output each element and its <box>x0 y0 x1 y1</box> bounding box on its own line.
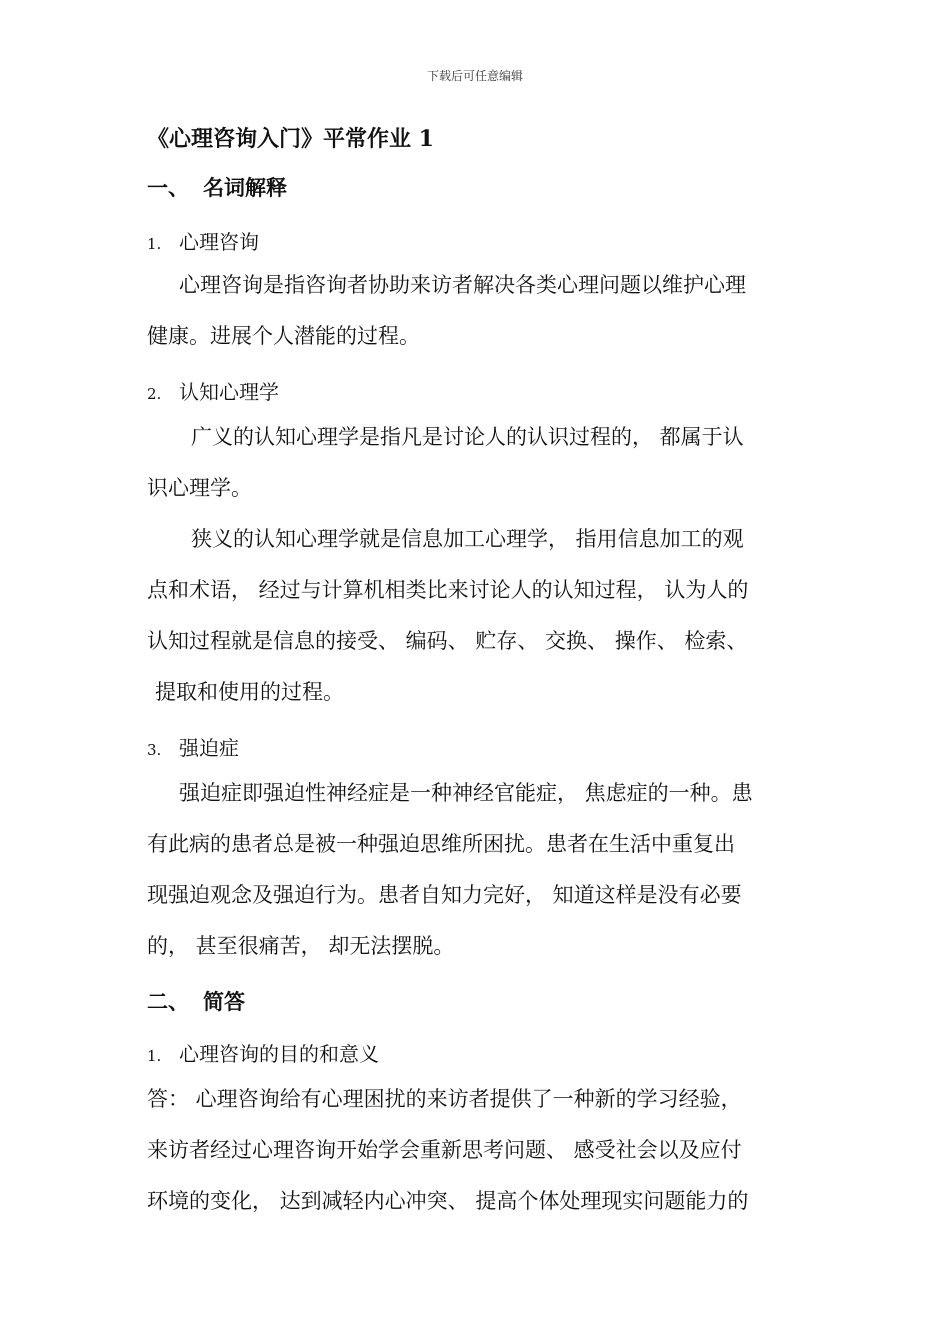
section-heading-2 <box>147 986 245 1016</box>
item-label: 心理咨询 <box>179 230 259 254</box>
item-heading-1 <box>147 226 259 255</box>
section-number: 二、 <box>147 989 189 1014</box>
item-label: 心理咨询的目的和意义 <box>179 1042 379 1066</box>
item-label: 认知心理学 <box>179 380 279 404</box>
text-line: 环境的变化， 达到减轻内心冲突、 提高个体处理现实问题能力的 <box>147 1189 749 1213</box>
item-label: 强迫症 <box>179 736 239 760</box>
text-line: 来访者经过心理咨询开始学会重新思考问题、 感受社会以及应付 <box>147 1138 742 1162</box>
text-line: 现强迫观念及强迫行为。患者自知力完好， 知道这样是没有必要 <box>147 883 742 907</box>
text-line: 有此病的患者总是被一种强迫思维所困扰。患者在生活中重复出 <box>147 832 735 856</box>
item-heading-2 <box>147 376 279 405</box>
section-heading-1 <box>147 172 287 202</box>
item-number: 1. <box>147 1047 162 1065</box>
item-heading-4 <box>147 1038 379 1067</box>
paragraph-4 <box>147 1074 827 1227</box>
item-heading-3 <box>147 732 239 761</box>
text-line: 的， 甚至很痛苦， 却无法摆脱。 <box>147 934 455 958</box>
text-line: 狭义的认知心理学就是信息加工心理学， 指用信息加工的观 <box>191 527 744 551</box>
text-line: 识心理学。 <box>147 476 252 500</box>
text-line: 认知过程就是信息的接受、 编码、 贮存、 交换、 操作、 检索、 <box>147 629 748 653</box>
text-line: 心理咨询是指咨询者协助来访者解决各类心理问题以维护心理 <box>179 273 746 297</box>
header-note: 下载后可任意编辑 <box>426 69 523 83</box>
item-number: 3. <box>147 741 162 759</box>
text-line: 答： 心理咨询给有心理困扰的来访者提供了一种新的学习经验， <box>147 1087 742 1111</box>
paragraph-2a <box>147 412 827 514</box>
text-line: 强迫症即强迫性神经症是一种神经官能症， 焦虑症的一种。患 <box>179 781 753 805</box>
item-number: 2. <box>147 385 162 403</box>
text-line: 提取和使用的过程。 <box>155 680 344 704</box>
paragraph-1 <box>147 260 827 362</box>
document-title: 《心理咨询入门》平常作业 1 <box>147 126 434 152</box>
text-line: 广义的认知心理学是指凡是讨论人的认识过程的， 都属于认 <box>191 425 744 449</box>
paragraph-3 <box>147 768 827 972</box>
paragraph-2b <box>147 514 827 718</box>
item-number: 1. <box>147 235 162 253</box>
section-number: 一、 <box>147 175 189 200</box>
section-label: 名词解释 <box>203 175 287 200</box>
text-line: 点和术语， 经过与计算机相类比来讨论人的认知过程， 认为人的 <box>147 578 749 602</box>
text-line: 健康。进展个人潜能的过程。 <box>147 324 420 348</box>
section-label: 简答 <box>203 989 245 1014</box>
